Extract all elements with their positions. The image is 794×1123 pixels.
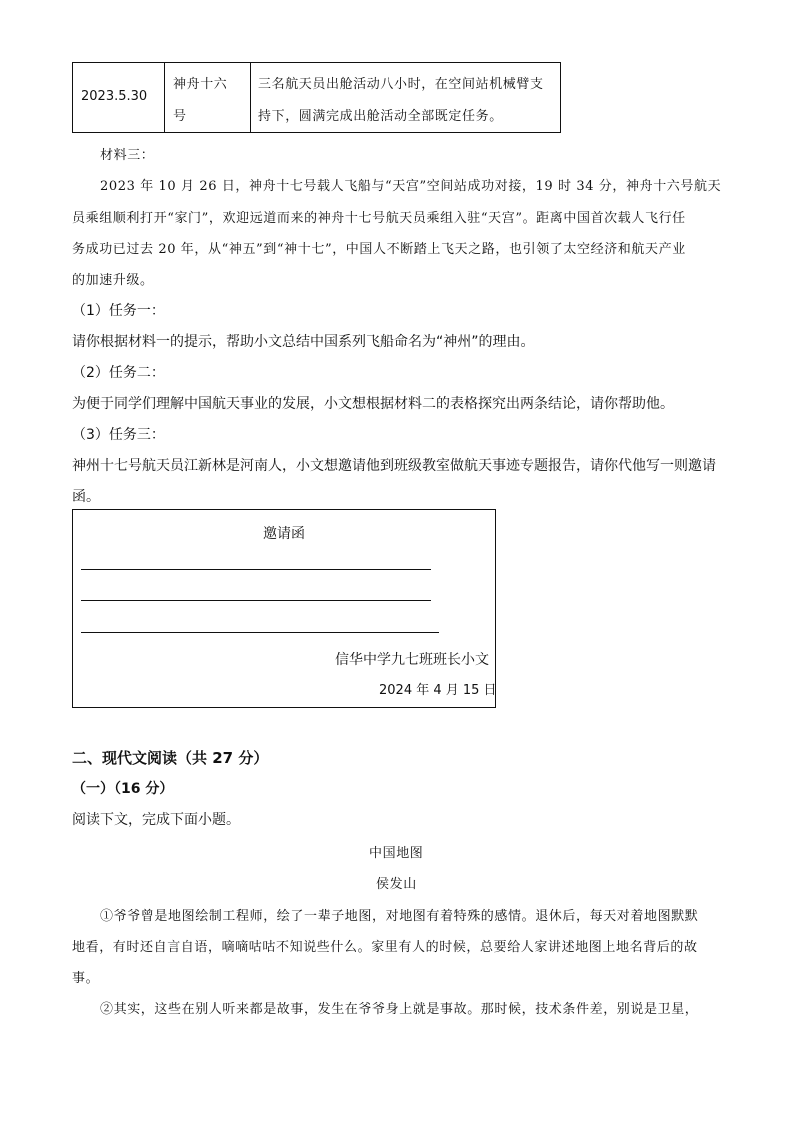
invitation-title: 邀请函: [263, 526, 305, 542]
task-label: （2）任务二：: [72, 365, 165, 381]
table-cell-ship: 神舟十六: [173, 77, 228, 92]
invitation-box: [72, 509, 496, 708]
material-line: 务成功已过去 20 年，从“神五”到“神十七”，中国人不断踏上飞天之路，也引领了太空经济和航天产业: [72, 242, 686, 257]
material-line: 的加速升级。: [72, 273, 154, 288]
table-divider: [164, 63, 165, 132]
task-text: 函。: [72, 489, 100, 505]
article-line: ②其实，这些在别人听来都是故事，发生在爷爷身上就是事故。那时候，技术条件差，别说是卫星，: [100, 1002, 699, 1017]
task-text: 为便于同学们理解中国航天事业的发展，小文想根据材料二的表格探究出两条结论，请你帮助他。: [72, 396, 674, 412]
article-line: 事。: [72, 971, 100, 986]
article-author: 侯发山: [376, 877, 417, 892]
task-text: 神州十七号航天员江新林是河南人，小文想邀请他到班级教室做航天事迹专题报告，请你代他写一则邀请: [72, 458, 716, 474]
task-text: 请你根据材料一的提示，帮助小文总结中国系列飞船命名为“神州”的理由。: [72, 334, 535, 350]
table-cell-desc: 三名航天员出舱活动八小时，在空间站机械臂支: [258, 77, 544, 92]
table-cell-desc: 持下，圆满完成出舱活动全部既定任务。: [258, 109, 503, 124]
material-line: 2023 年 10 月 26 日，神舟十七号载人飞船与“天宫”空间站成功对接，19 时 34 分，神舟十六号航天: [100, 179, 722, 194]
answer-blank-line[interactable]: [81, 632, 439, 633]
invitation-date: 2024 年 4 月 15 日: [379, 683, 497, 698]
article-line: ①爷爷曾是地图绘制工程师，绘了一辈子地图，对地图有着特殊的感情。退休后，每天对着地图默默: [100, 909, 699, 924]
material-label: 材料三：: [100, 148, 155, 163]
table-cell-date: 2023.5.30: [81, 89, 148, 104]
section-subheading: （一）（16 分）: [72, 781, 174, 797]
instruction-text: 阅读下文，完成下面小题。: [72, 812, 240, 828]
article-title: 中国地图: [369, 846, 424, 861]
article-line: 地看，有时还自言自语，嘀嘀咕咕不知说些什么。家里有人的时候，总要给人家讲述地图上地名背后的故: [72, 940, 698, 955]
section-heading: 二、现代文阅读（共 27 分）: [72, 749, 269, 767]
answer-blank-line[interactable]: [81, 600, 431, 601]
task-label: （3）任务三：: [72, 427, 165, 443]
invitation-signature: 信华中学九七班班长小文: [335, 652, 489, 668]
task-label: （1）任务一：: [72, 303, 165, 319]
material-line: 员乘组顺利打开“家门”，欢迎远道而来的神舟十七号航天员乘组入驻“天宫”。距离中国首次载人飞行任: [72, 211, 686, 226]
table-cell-ship: 号: [173, 109, 187, 124]
table-divider: [250, 63, 251, 132]
answer-blank-line[interactable]: [81, 569, 431, 570]
